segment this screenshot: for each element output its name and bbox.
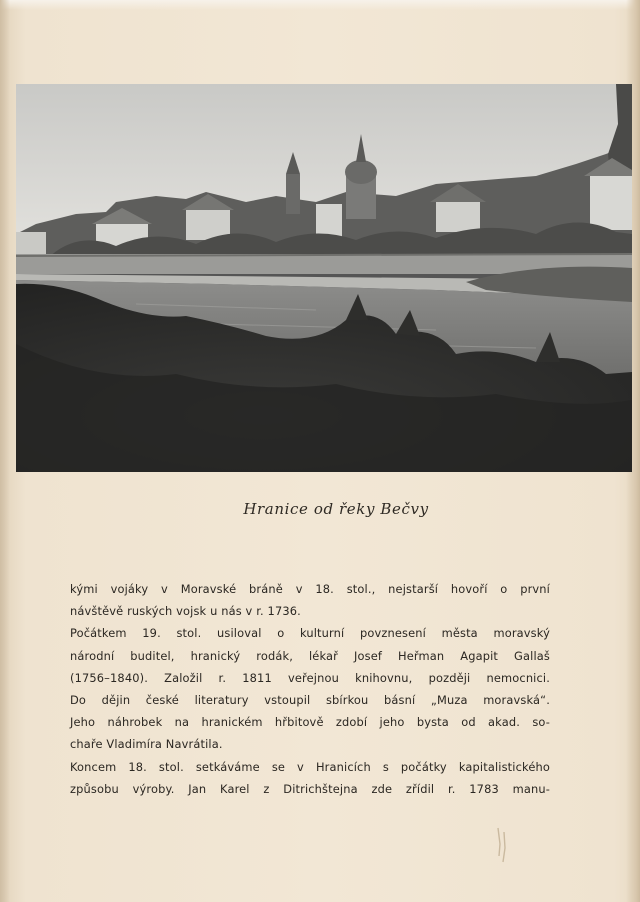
photo-caption: Hranice od řeky Bečvy (243, 500, 429, 518)
text-line: Koncem 18. stol. setkáváme se v Hranicích s počátky kapitalistického (70, 759, 550, 774)
text-line: návštěvě ruských vojsk u nás v r. 1736. (70, 604, 301, 619)
text-line: Jeho náhrobek na hranickém hřbitově zdobí jeho bysta od akad. so- (70, 715, 550, 730)
body-text (70, 578, 550, 800)
text-line: chaře Vladimíra Navrátila. (70, 737, 223, 752)
text-line: Počátkem 19. stol. usiloval o kulturní povznesení města moravský (70, 626, 550, 641)
page-fold-shadow (0, 0, 10, 902)
town-photograph (16, 84, 632, 472)
text-line: národní buditel, hranický rodák, lékař Josef Heřman Agapit Gallaš (70, 648, 550, 663)
text-line: způsobu výroby. Jan Karel z Ditrichštejna zde zřídil r. 1783 manu- (70, 781, 550, 796)
text-line: (1756–1840). Založil r. 1811 veřejnou knihovnu, později nemocnici. (70, 670, 550, 685)
text-line: Do dějin české literatury vstoupil sbírkou básní „Muza moravská“. (70, 692, 550, 707)
text-line: kými vojáky v Moravské bráně v 18. stol., nejstarší hovoří o první (70, 582, 550, 596)
paper-stain (495, 826, 509, 866)
page-top-edge (0, 0, 640, 10)
